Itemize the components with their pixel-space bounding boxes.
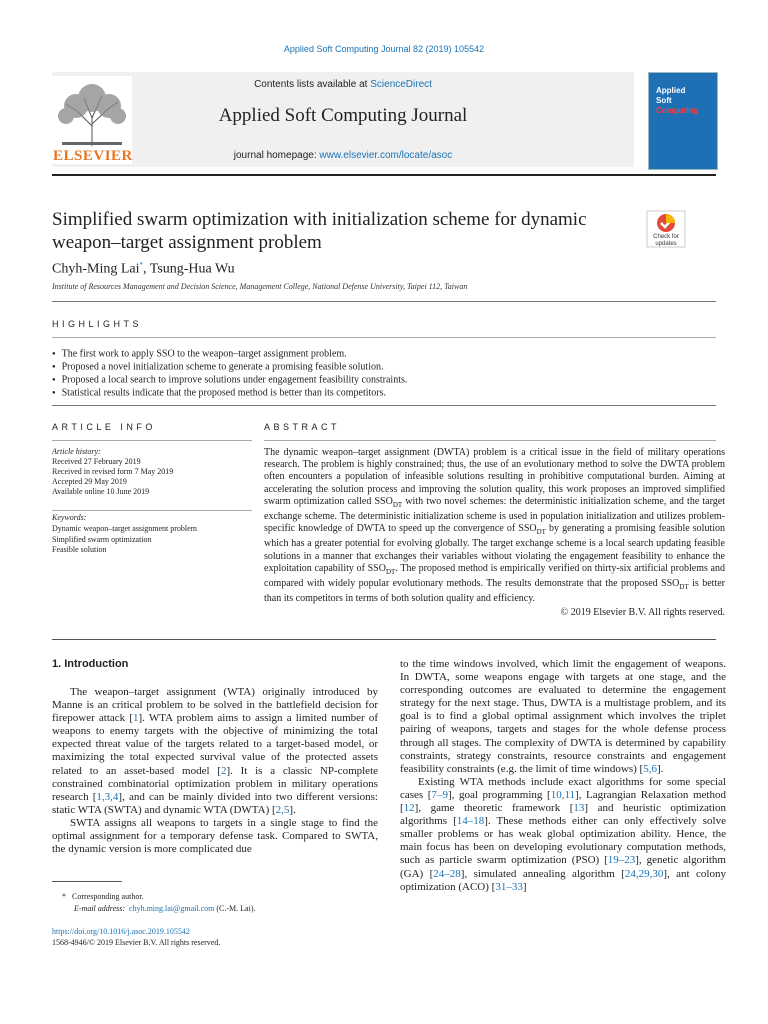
author-email-link[interactable]: chyh.ming.lai@gmail.com: [129, 904, 215, 913]
history-accepted: Accepted 29 May 2019: [52, 477, 127, 486]
highlights-divider: [52, 337, 716, 338]
abstract-text: The dynamic weapon–target assignment (DWTA) problem is a critical issue in the field of military operations research. The problem is highly constrained; thus, the use of an evolutionary method to solve the DWTA problem often encounters a population of infeasible solutions resulting in prohibitive computational burden. Aiming at accelerating the solution process and improving the solution quality, this work proposes an improved simplified swarm optimization called $SSO_{DT}$ with two novel schemes: the deterministic initialization scheme, and the target exchange scheme. The deterministic initialization scheme is used in population initialization and utilizes problem-specific knowledge of DWTA to speed up the convergence of $SSO_{DT}$ by generating a promising feasible solution which has a greater potential for evolving globally. The target exchange scheme is a local search updating feasible solutions in a manner that exchanges their variables without violating the engagement feasibility to enhance the exploitation capability of $SSO_{DT}$. The proposed method is empirically verified on thirty-six artificial problems and compared with widely popular evolutionary methods. The results demonstrate that the proposed $SSO_{DT}$ is better than its competitors in terms of both solution quality and efficiency.: [264, 447, 725, 605]
highlights-bottom-divider: [52, 405, 716, 406]
abstract-heading: ABSTRACT: [264, 422, 341, 432]
citation-link[interactable]: 13: [573, 802, 585, 815]
abstract-divider: [264, 440, 716, 441]
keywords-divider: [52, 510, 252, 511]
highlight-item: ● Proposed a local search to improve solutions under engagement feasibility constraints.: [52, 374, 716, 387]
article-info-divider: [52, 440, 252, 441]
author-2: Tsung-Hua Wu: [149, 261, 235, 277]
citation-link[interactable]: 7–9: [431, 788, 448, 801]
citation-link[interactable]: 24,29,30: [624, 867, 664, 880]
citation-link[interactable]: 2: [220, 764, 227, 777]
highlight-item: ● Proposed a novel initialization scheme to generate a promising feasible solution.: [52, 361, 716, 374]
abstract-copyright: © 2019 Elsevier B.V. All rights reserved.: [560, 607, 725, 618]
keywords-label: Keywords:: [52, 513, 87, 522]
cover-line-1: Applied: [656, 86, 686, 95]
journal-cover-text: [656, 86, 714, 116]
footnote-divider: [52, 881, 122, 882]
highlights-list: [52, 348, 716, 400]
keyword-item: Dynamic weapon–target assignment problem: [52, 523, 197, 533]
paragraph: Existing WTA methods include exact algorithms for some special cases [7–9], goal programming [10,11], Lagrangian Relaxation method [12], game theoretic framework [13] and heuristic optimization algorithms [14–18]. These methods either can only effectively solve smaller problems or has weak global optimization ability. Hence, the main focus has been on developing evolutionary computation methods, such as particle swarm optimization (PSO) [19–23], genetic algorithm (GA) [24–28], simulated annealing algorithm [24,29,30], ant colony optimization (ACO) [31–33]: [400, 775, 726, 893]
history-label: Article history:: [52, 447, 101, 456]
highlights-heading: HIGHLIGHTS: [52, 319, 143, 329]
journal-homepage-link[interactable]: www.elsevier.com/locate/asoc: [319, 150, 453, 161]
citation-link[interactable]: 1: [133, 712, 139, 725]
corresponding-author-note: * Corresponding author.: [62, 892, 144, 901]
paragraph: to the time windows involved, which limit the engagement of weapons. In DWTA, some weapons engage with targets at one stage, and the corresponding outcomes are evaluated to determine the engagement strategy for the next stage. Thus, DWTA is a multistage problem, and its goal is to find a global optimal assignment which involves the triplet pairing of weapons, targets and stages for the whole defense process through all stages. The complexity of DWTA is determined by capability constraints, strategy constraints, resource constraints and engagement feasibility constraints (e.g. the limit of time windows) [5,6].: [400, 658, 726, 775]
citation-link[interactable]: 5,6: [643, 762, 657, 775]
contents-prefix: Contents lists available at: [254, 79, 371, 90]
citation-link[interactable]: 31–33: [495, 880, 523, 893]
paper-title: Simplified swarm optimization with initialization scheme for dynamic weapon–target assignment problem: [52, 209, 587, 253]
citation-link[interactable]: 19–23: [607, 854, 636, 867]
citation-link[interactable]: 1,3,4: [96, 790, 119, 803]
issn-copyright: 1568-4946/© 2019 Elsevier B.V. All rights reserved.: [52, 938, 221, 947]
affiliation: Institute of Resources Management and Decision Science, Management College, National Defense University, Taipei 112, Taiwan: [52, 282, 468, 291]
contents-line: [52, 79, 634, 90]
article-info-heading: ARTICLE INFO: [52, 422, 156, 432]
article-history: [52, 447, 252, 497]
journal-title: Applied Soft Computing Journal: [218, 105, 468, 126]
author-1: Chyh-Ming Lai: [52, 261, 140, 277]
highlight-item: ● Statistical results indicate that the proposed method is better than its competitors.: [52, 387, 716, 400]
cover-line-3: Computing: [656, 106, 699, 115]
citation-link[interactable]: 12: [403, 802, 415, 815]
cover-line-2: Soft: [656, 96, 672, 105]
paragraph: SWTA assigns all weapons to targets in a single stage to find the optimal assignment for a temporary defense task. Compared to SWTA, the dynamic version is more complicated due: [52, 816, 378, 856]
author-separator: ,: [143, 261, 150, 277]
body-divider: [52, 639, 716, 640]
journal-reference-link[interactable]: Applied Soft Computing Journal 82 (2019) 105542: [283, 44, 485, 54]
check-for-updates-label[interactable]: Check for updates: [653, 234, 679, 247]
keyword-item: Feasible solution: [52, 545, 107, 555]
paragraph: The weapon–target assignment (WTA) originally introduced by Manne is an critical problem to be solved in the battlefield decision for firepower attack [1]. WTA problem aims to assign a limited number of weapons to enemy targets with the objective of minimizing the total expected threat value of the targets related to a target-based model, or maximizing the total expected survival value of the protected assets related to an asset-based model [2]. It is a classic NP-complete constrained combinatorial optimization problem in military operations research [1,3,4], and can be mainly divided into two different versions: static WTA (SWTA) and dynamic WTA (DWTA) [2,5].: [52, 686, 379, 816]
corresponding-author-mark[interactable]: *: [139, 261, 143, 269]
title-divider: [52, 301, 716, 302]
keyword-item: Simplified swarm optimization: [52, 534, 152, 544]
elsevier-wordmark: ELSEVIER: [53, 148, 133, 164]
footnote: [52, 891, 372, 915]
history-received: Received 27 February 2019: [52, 457, 141, 466]
doi-link[interactable]: https://doi.org/10.1016/j.asoc.2019.105542: [52, 927, 190, 936]
citation-link[interactable]: 24–28: [433, 867, 461, 880]
citation-link[interactable]: 14–18: [456, 815, 485, 828]
header-divider: [52, 174, 716, 176]
keywords: [52, 513, 252, 556]
homepage-line: [52, 150, 634, 161]
author-list: [52, 261, 235, 278]
email-note: E-mail address: chyh.ming.lai@gmail.com (C.-M. Lai).: [74, 904, 256, 913]
citation-link[interactable]: 10,11: [550, 788, 576, 801]
sciencedirect-link[interactable]: ScienceDirect: [370, 79, 432, 90]
homepage-prefix: journal homepage:: [233, 150, 320, 161]
body-column-left: [52, 686, 378, 856]
history-revised: Received in revised form 7 May 2019: [52, 467, 174, 476]
body-column-right: [400, 658, 726, 894]
highlight-item: ● The first work to apply SSO to the weapon–target assignment problem.: [52, 348, 716, 361]
citation-link[interactable]: 2,5: [275, 803, 290, 816]
section-heading-introduction: 1. Introduction: [52, 658, 129, 670]
history-online: Available online 10 June 2019: [52, 487, 150, 496]
